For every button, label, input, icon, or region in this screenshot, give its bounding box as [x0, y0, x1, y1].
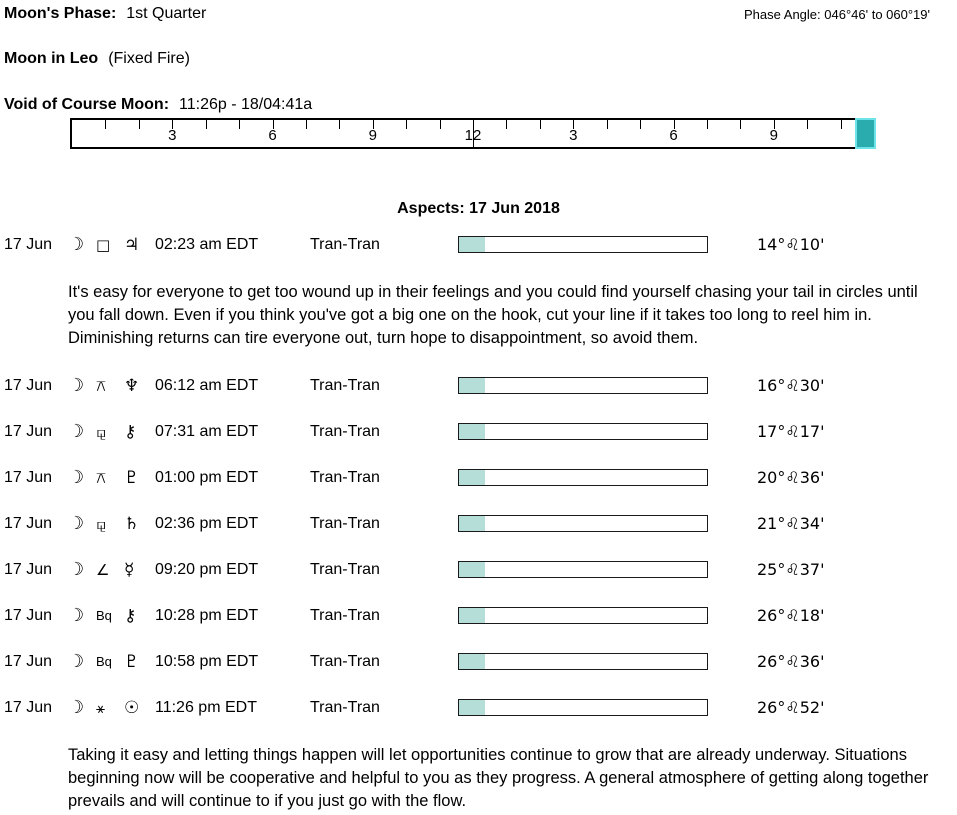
hour-label: 9 — [368, 127, 377, 144]
aspect-position: 21°♌34' — [757, 514, 825, 533]
hour-tick — [306, 120, 307, 129]
aspect-type: Tran-Tran — [310, 606, 380, 624]
aspect-position: 25°♌37' — [757, 560, 825, 579]
hour-tick — [440, 120, 441, 129]
hour-tick — [707, 120, 708, 129]
moon-sign-modality: (Fixed Fire) — [108, 50, 190, 67]
aspect-progress-bar — [458, 515, 708, 532]
chiron-icon: ⚷ — [124, 421, 137, 442]
moon-sign-line — [4, 50, 957, 68]
aspect-position: 26°♌52' — [757, 698, 825, 717]
hour-tick — [105, 120, 106, 129]
aspect-row — [0, 235, 957, 254]
hour-tick — [807, 120, 808, 129]
hour-tick — [540, 120, 541, 129]
moon-icon: ☽ — [68, 559, 85, 580]
aspect-time: 06:12 am EDT — [155, 376, 259, 394]
quincunx-aspect-icon: ⚻ — [96, 468, 106, 487]
hour-tick — [506, 120, 507, 129]
moons-phase-label: Moon's Phase: — [4, 5, 117, 22]
chiron-icon: ⚷ — [124, 605, 137, 626]
aspect-row — [0, 514, 957, 533]
hour-tick — [640, 120, 641, 129]
aspect-progress-fill — [459, 608, 485, 623]
aspect-row — [0, 698, 957, 717]
moon-icon: ☽ — [68, 697, 85, 718]
square-aspect-icon: □ — [96, 235, 111, 254]
aspect-progress-fill — [459, 654, 485, 669]
hour-label: 6 — [669, 127, 678, 144]
aspect-position: 20°♌36' — [757, 468, 825, 487]
aspect-date: 17 Jun — [4, 698, 53, 716]
aspect-time: 10:28 pm EDT — [155, 606, 259, 624]
pluto-icon: ♇ — [124, 651, 140, 672]
aspect-time: 11:26 pm EDT — [155, 698, 257, 716]
aspect-type: Tran-Tran — [310, 235, 380, 253]
aspect-description: Taking it easy and letting things happen will let opportunities continue to grow that are already underway. Situations beginning now will be cooperative and helpful to you as they progress. A general atmosphere of getting along together prevails and will continue to if you just go with the flow. — [68, 746, 929, 810]
aspect-date: 17 Jun — [4, 468, 53, 486]
moon-icon: ☽ — [68, 234, 85, 255]
aspect-date: 17 Jun — [4, 422, 53, 440]
aspect-position: 14°♌10' — [757, 235, 825, 254]
aspect-description: It's easy for everyone to get too wound up in their feelings and you could find yourself chasing your tail in circles until you fall down. Even if you think you've got a big one on the hook, cut your line if it takes too long to reel him in. Diminishing returns can tire everyone out, turn hope to disappointment, so avoid them. — [68, 283, 918, 347]
aspect-position: 26°♌18' — [757, 606, 825, 625]
aspect-progress-bar — [458, 469, 708, 486]
moon-icon: ☽ — [68, 513, 85, 534]
aspects-title: Aspects: 17 Jun 2018 — [397, 200, 560, 217]
aspect-type: Tran-Tran — [310, 560, 380, 578]
aspect-row — [0, 652, 957, 671]
voc-value: 11:26p - 18/04:41a — [179, 96, 313, 113]
mercury-icon: ☿ — [124, 559, 135, 580]
hour-tick — [607, 120, 608, 129]
aspect-date: 17 Jun — [4, 560, 53, 578]
aspect-type: Tran-Tran — [310, 468, 380, 486]
aspect-progress-fill — [459, 237, 485, 252]
biquintile-aspect-icon: Bq — [96, 654, 112, 669]
aspect-progress-fill — [459, 516, 485, 531]
aspect-time: 10:58 pm EDT — [155, 652, 259, 670]
aspect-row — [0, 606, 957, 625]
sun-icon: ☉ — [124, 697, 140, 718]
neptune-icon: ♆ — [124, 375, 140, 396]
phase-angle-value: 046°46' to 060°19' — [824, 7, 930, 22]
hour-tick — [239, 120, 240, 129]
aspect-date: 17 Jun — [4, 376, 53, 394]
aspect-progress-fill — [459, 424, 485, 439]
aspect-progress-bar — [458, 607, 708, 624]
hour-label: 9 — [769, 127, 778, 144]
moons-phase-line — [4, 5, 206, 23]
biquintile-aspect-icon: Bq — [96, 608, 112, 623]
voc-timeline-ruler — [70, 118, 876, 149]
aspect-type: Tran-Tran — [310, 376, 380, 394]
aspect-time: 07:31 am EDT — [155, 422, 259, 440]
moon-icon: ☽ — [68, 375, 85, 396]
aspect-type: Tran-Tran — [310, 422, 380, 440]
aspect-date: 17 Jun — [4, 652, 53, 670]
saturn-icon: ♄ — [124, 513, 140, 534]
hour-tick — [841, 120, 842, 129]
aspect-type: Tran-Tran — [310, 652, 380, 670]
moon-sign-label: Moon in Leo — [4, 50, 99, 67]
aspect-row — [0, 468, 957, 487]
hour-tick — [139, 120, 140, 129]
hour-label: 12 — [464, 127, 482, 144]
aspect-progress-bar — [458, 561, 708, 578]
hour-tick — [339, 120, 340, 129]
aspect-progress-bar — [458, 423, 708, 440]
sesquiquadrate-aspect-icon: ⚼ — [96, 422, 107, 441]
semisquare-aspect-icon: ∠ — [96, 560, 110, 579]
voc-line — [4, 96, 957, 114]
jupiter-icon: ♃ — [124, 234, 140, 255]
sesquiquadrate-aspect-icon: ⚼ — [96, 514, 107, 533]
aspect-progress-fill — [459, 470, 485, 485]
hour-label: 6 — [268, 127, 277, 144]
phase-angle — [744, 5, 930, 22]
aspect-date: 17 Jun — [4, 514, 53, 532]
aspect-progress-bar — [458, 653, 708, 670]
aspect-type: Tran-Tran — [310, 698, 380, 716]
aspect-time: 01:00 pm EDT — [155, 468, 259, 486]
aspect-position: 16°♌30' — [757, 376, 825, 395]
aspects-list — [0, 235, 957, 813]
aspect-time: 02:36 pm EDT — [155, 514, 259, 532]
aspect-progress-fill — [459, 378, 485, 393]
sextile-aspect-icon: ⚹ — [96, 698, 106, 717]
aspect-position: 17°♌17' — [757, 422, 825, 441]
hour-label: 3 — [569, 127, 578, 144]
pluto-icon: ♇ — [124, 467, 140, 488]
aspect-row — [0, 376, 957, 395]
aspect-date: 17 Jun — [4, 606, 53, 624]
aspect-progress-bar — [458, 236, 708, 253]
aspect-type: Tran-Tran — [310, 514, 380, 532]
voc-period-block — [855, 118, 876, 149]
moon-icon: ☽ — [68, 605, 85, 626]
moon-icon: ☽ — [68, 421, 85, 442]
report-header — [0, 0, 957, 114]
voc-label: Void of Course Moon: — [4, 96, 170, 113]
aspect-time: 02:23 am EDT — [155, 235, 259, 253]
aspect-position: 26°♌36' — [757, 652, 825, 671]
phase-angle-label: Phase Angle: — [744, 7, 821, 22]
moon-icon: ☽ — [68, 651, 85, 672]
aspect-progress-bar — [458, 699, 708, 716]
aspect-date: 17 Jun — [4, 235, 53, 253]
hour-tick — [740, 120, 741, 129]
moons-phase-value: 1st Quarter — [126, 5, 207, 22]
aspect-progress-fill — [459, 700, 485, 715]
hour-tick — [406, 120, 407, 129]
aspect-time: 09:20 pm EDT — [155, 560, 259, 578]
hour-label: 3 — [168, 127, 177, 144]
quincunx-aspect-icon: ⚻ — [96, 376, 106, 395]
hour-tick — [206, 120, 207, 129]
aspect-progress-bar — [458, 377, 708, 394]
aspect-progress-fill — [459, 562, 485, 577]
aspect-row — [0, 422, 957, 441]
aspect-row — [0, 560, 957, 579]
moon-icon: ☽ — [68, 467, 85, 488]
